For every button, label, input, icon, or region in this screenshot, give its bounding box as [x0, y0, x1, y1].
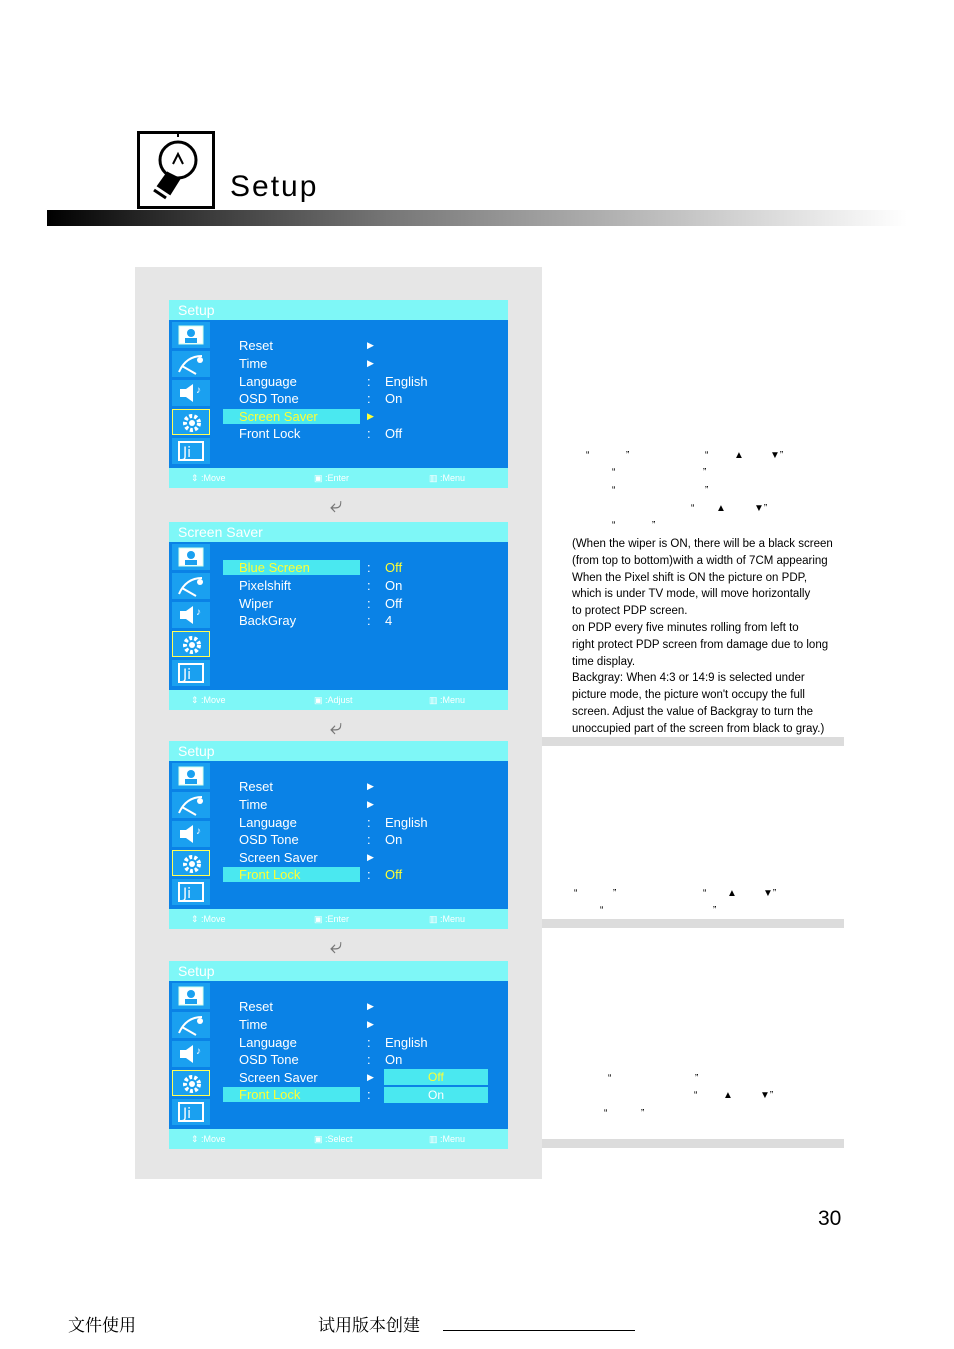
description-line: right protect PDP screen from damage due to long [572, 638, 829, 651]
submenu-arrow-icon: ▶ [367, 781, 374, 791]
quote-mark: “ [612, 467, 616, 478]
quote-mark: “ [694, 1090, 698, 1101]
menu-item[interactable] [239, 867, 499, 884]
speaker-icon[interactable] [172, 602, 210, 628]
submenu-arrow-icon: ▶ [367, 358, 374, 368]
submenu-arrow-icon: ▶ [367, 852, 374, 862]
header-divider [47, 210, 907, 226]
move-hint: ⇕ :Move [191, 473, 226, 483]
parental-icon[interactable] [172, 660, 210, 686]
tv-antenna-icon[interactable] [172, 792, 210, 818]
menu-item[interactable] [239, 999, 499, 1016]
menu-item-label: Language [239, 1035, 297, 1050]
quote-mark: ” [641, 1108, 645, 1119]
gear-icon[interactable] [172, 850, 210, 876]
quote-mark: ” [705, 485, 709, 496]
picture-icon[interactable] [172, 763, 210, 789]
menu-item-colon: : [367, 374, 371, 389]
osd-body [169, 981, 508, 1129]
menu-item-label: Front Lock [239, 426, 301, 441]
svg-text:Ji: Ji [183, 667, 192, 683]
menu-item-label: Time [239, 797, 268, 812]
osd-setup-menu-front-lock-options [169, 961, 508, 1149]
action-hint: ▣ :Enter [314, 914, 350, 924]
menu-item[interactable] [239, 832, 499, 849]
up-arrow-icon: ▲ [727, 888, 737, 899]
tv-antenna-icon[interactable] [172, 1012, 210, 1038]
svg-text:♪: ♪ [196, 1046, 201, 1057]
action-hint: ▣ :Enter [314, 473, 350, 483]
menu-item-label: Pixelshift [239, 578, 292, 593]
svg-text:Ji: Ji [183, 886, 192, 902]
menu-item-value: On [385, 578, 403, 593]
footer-underline [443, 1330, 635, 1331]
menu-item-colon: : [367, 596, 371, 611]
svg-text:♪: ♪ [196, 607, 201, 618]
menu-item[interactable] [239, 850, 499, 867]
osd-title: Setup [169, 961, 508, 981]
menu-item-label: Time [239, 1017, 268, 1032]
description-line: picture mode, the picture won't occupy the full [572, 689, 805, 702]
menu-item-colon: : [367, 426, 371, 441]
quote-mark: “ [604, 1108, 608, 1119]
menu-item[interactable] [239, 374, 499, 391]
section-separator [542, 737, 844, 746]
menu-item-colon: : [367, 1052, 371, 1067]
down-arrow-icon: ▼” [754, 503, 768, 514]
menu-item-value: Off [385, 596, 403, 611]
lightbulb-icon [137, 131, 215, 209]
section-separator [542, 1139, 844, 1148]
description-line: When the Pixel shift is ON the picture on PDP, [572, 571, 808, 584]
menu-item-colon: : [367, 578, 371, 593]
parental-icon[interactable] [172, 438, 210, 464]
speaker-icon[interactable] [172, 821, 210, 847]
up-arrow-icon: ▲ [716, 503, 726, 514]
option-on[interactable]: On [384, 1087, 488, 1103]
submenu-arrow-icon: ▶ [367, 411, 374, 421]
footer-right-text: 试用版本创建 [318, 1316, 420, 1336]
menu-item-value: 4 [385, 613, 393, 628]
menu-item[interactable] [239, 815, 499, 832]
menu-item-value: English [385, 1035, 428, 1050]
up-arrow-icon: ▲ [734, 450, 744, 461]
menu-item-label: Screen Saver [239, 1070, 318, 1085]
menu-item[interactable] [239, 409, 499, 426]
menu-item[interactable] [239, 613, 499, 630]
menu-item-label: Reset [239, 779, 273, 794]
osd-footer [169, 468, 508, 488]
parental-icon[interactable] [172, 1099, 210, 1125]
quote-mark: “ [705, 450, 709, 461]
parental-icon[interactable] [172, 879, 210, 905]
picture-icon[interactable] [172, 544, 210, 570]
menu-item-label: Wiper [239, 596, 273, 611]
osd-footer [169, 1129, 508, 1149]
down-arrow-icon: ▼” [763, 888, 777, 899]
submenu-arrow-icon: ▶ [367, 340, 374, 350]
quote-mark: “ [586, 450, 590, 461]
quote-mark: “ [600, 905, 604, 916]
flow-arrow-icon: ⤶ [330, 492, 343, 517]
menu-item-label: Time [239, 356, 268, 371]
gear-icon[interactable] [172, 631, 210, 657]
menu-item-label: Front Lock [239, 867, 301, 882]
speaker-icon[interactable] [172, 1041, 210, 1067]
osd-body [169, 320, 508, 468]
menu-item-label: OSD Tone [239, 832, 299, 847]
menu-hint: ▥ :Menu [429, 914, 466, 924]
quote-mark: “ [608, 1073, 612, 1084]
menu-item-colon: : [367, 832, 371, 847]
svg-text:Ji: Ji [183, 445, 192, 461]
svg-text:♪: ♪ [196, 385, 201, 396]
submenu-arrow-icon: ▶ [367, 1001, 374, 1011]
menu-item-colon: : [367, 1035, 371, 1050]
osd-title: Screen Saver [169, 522, 508, 542]
quote-mark: ” [713, 905, 717, 916]
tv-antenna-icon[interactable] [172, 573, 210, 599]
osd-title: Setup [169, 300, 508, 320]
menu-item[interactable] [239, 1035, 499, 1052]
menu-item[interactable] [239, 596, 499, 613]
menu-item-label: Reset [239, 338, 273, 353]
action-hint: ▣ :Adjust [314, 695, 353, 705]
move-hint: ⇕ :Move [191, 695, 226, 705]
menu-item-value: On [385, 1052, 403, 1067]
menu-item[interactable] [239, 356, 499, 373]
menu-item-label: Screen Saver [239, 409, 318, 424]
flow-arrow-icon: ⤶ [330, 714, 343, 739]
description-line: unoccupied part of the screen from black to gray.) [572, 722, 825, 735]
speaker-icon[interactable] [172, 380, 210, 406]
section-separator [542, 919, 844, 928]
description-line: (When the wiper is ON, there will be a black screen [572, 538, 833, 550]
svg-text:Ji: Ji [183, 1106, 192, 1122]
tv-antenna-icon[interactable] [172, 351, 210, 377]
osd-body [169, 542, 508, 690]
down-arrow-icon: ▼” [770, 450, 784, 461]
menu-item-label: OSD Tone [239, 1052, 299, 1067]
menu-item[interactable] [239, 578, 499, 595]
osd-title: Setup [169, 741, 508, 761]
quote-mark: ” [626, 450, 630, 461]
menu-item[interactable] [239, 391, 499, 408]
description-line: screen. Adjust the value of Backgray to turn the [572, 705, 814, 718]
menu-item[interactable] [239, 338, 499, 355]
quote-mark: “ [691, 503, 695, 514]
osd-setup-menu-front-lock [169, 741, 508, 929]
quote-mark: “ [703, 888, 707, 899]
menu-item-value: On [385, 832, 403, 847]
description-line: which is under TV mode, will move horizontally [572, 588, 811, 601]
menu-item-label: OSD Tone [239, 391, 299, 406]
menu-item[interactable] [239, 1052, 499, 1069]
menu-item-value: English [385, 374, 428, 389]
menu-item-label: Screen Saver [239, 850, 318, 865]
submenu-arrow-icon: ▶ [367, 1019, 374, 1029]
flow-arrow-icon: ⤶ [330, 933, 343, 958]
page-title: Setup [230, 170, 319, 203]
move-hint: ⇕ :Move [191, 1134, 226, 1144]
osd-footer [169, 909, 508, 929]
move-hint: ⇕ :Move [191, 914, 226, 924]
menu-hint: ▥ :Menu [429, 1134, 466, 1144]
menu-item[interactable] [239, 779, 499, 796]
osd-setup-menu [169, 300, 508, 488]
menu-item-colon: : [367, 560, 371, 575]
menu-item-colon: : [367, 867, 371, 882]
down-arrow-icon: ▼” [760, 1090, 774, 1101]
option-off[interactable]: Off [384, 1069, 488, 1085]
gear-icon[interactable] [172, 1070, 210, 1096]
menu-item-label: Front Lock [239, 1087, 301, 1102]
menu-item-colon: : [367, 1087, 371, 1102]
footer-left-text: 文件使用 [68, 1316, 136, 1336]
menu-item-value: Off [385, 426, 403, 441]
description-line: Backgray: When 4:3 or 14:9 is selected under [572, 672, 805, 685]
menu-item-colon: : [367, 815, 371, 830]
menu-item[interactable] [239, 1017, 499, 1034]
osd-screen-saver-menu [169, 522, 508, 710]
menu-item-value: On [385, 391, 403, 406]
menu-item-value: Off [385, 560, 403, 575]
quote-mark: ” [613, 888, 617, 899]
menu-item-colon: : [367, 391, 371, 406]
description-line: (from top to bottom)with a width of 7CM appearing [572, 554, 828, 567]
page-number: 30 [818, 1207, 842, 1230]
menu-item-label: Blue Screen [239, 560, 310, 575]
description-line: to protect PDP screen. [572, 605, 688, 618]
menu-item-label: BackGray [239, 613, 297, 628]
menu-item[interactable] [239, 797, 499, 814]
quote-mark: ” [652, 520, 656, 531]
action-hint: ▣ :Select [314, 1134, 353, 1144]
picture-icon[interactable] [172, 322, 210, 348]
up-arrow-icon: ▲ [723, 1090, 733, 1101]
quote-mark: “ [612, 520, 616, 531]
osd-footer [169, 690, 508, 710]
quote-mark: “ [612, 485, 616, 496]
screen-saver-description [572, 536, 847, 738]
submenu-arrow-icon: ▶ [367, 1072, 374, 1082]
picture-icon[interactable] [172, 983, 210, 1009]
menu-hint: ▥ :Menu [429, 695, 466, 705]
menu-item-label: Language [239, 374, 297, 389]
submenu-arrow-icon: ▶ [367, 799, 374, 809]
svg-text:♪: ♪ [196, 826, 201, 837]
menu-item-value: Off [385, 867, 403, 882]
menu-item-value: English [385, 815, 428, 830]
quote-mark: ” [703, 467, 707, 478]
description-line: on PDP every five minutes rolling from left to [572, 621, 799, 634]
menu-item-label: Language [239, 815, 297, 830]
quote-mark: “ [574, 888, 578, 899]
gear-icon[interactable] [172, 409, 210, 435]
description-line: time display. [572, 655, 636, 668]
quote-mark: ” [695, 1073, 699, 1084]
osd-body [169, 761, 508, 909]
menu-hint: ▥ :Menu [429, 473, 466, 483]
menu-item-colon: : [367, 613, 371, 628]
menu-item[interactable] [239, 560, 499, 577]
menu-item[interactable] [239, 426, 499, 443]
menu-item-label: Reset [239, 999, 273, 1014]
